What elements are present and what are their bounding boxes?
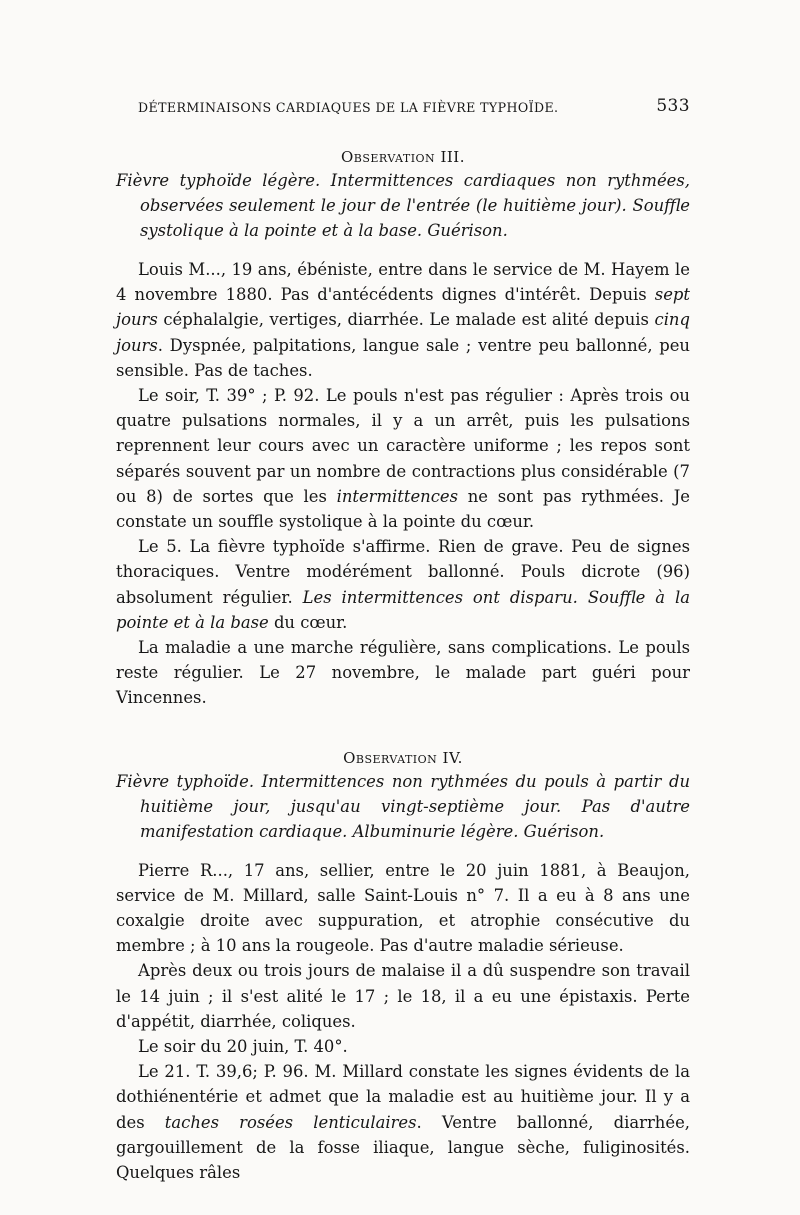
italic-run: intermittences — [336, 486, 459, 506]
page-number: 533 — [656, 96, 690, 116]
text-run: Le 21. T. 39,6; P. 96. M. Millard constate les signes évidents de la dothiénentérie et admet que la maladie est au huitième jour. Il y a des — [116, 1062, 690, 1132]
observation-4-paragraph-1: Pierre R..., 17 ans, sellier, entre le 20 juin 1881, à Beaujon, service de M. Millard, salle Saint-Louis n° 7. Il a eu à 8 ans une coxalgie droite avec suppuration, et atrophie consécutive du membre ; à 10 ans la rougeole. Pas d'autre maladie sérieuse. — [116, 860, 690, 956]
section-gap — [116, 711, 690, 731]
italic-run: Les intermittences ont disparu. Souffle à la pointe et à la base — [116, 587, 690, 632]
text-run: Louis M..., 19 ans, ébéniste, entre dans le service de M. Hayem le 4 novembre 1880. Pas d'antécédents dignes d'intérêt. Depuis — [116, 260, 690, 305]
text-run: ne sont pas rythmées. Je constate un souffle systolique à la pointe du cœur. — [116, 486, 690, 532]
italic-run: cinq jours — [116, 310, 690, 355]
text-run: . Ventre ballonné, diarrhée, gargouillement de la fosse iliaque, langue sèche, fuliginosités. Quelques râles — [116, 1112, 690, 1183]
text-run: céphalalgie, vertiges, diarrhée. Le malade est alité depuis — [157, 310, 655, 330]
text-run: du cœur. — [268, 612, 348, 632]
italic-run: taches rosées lenticulaires — [164, 1112, 417, 1132]
observation-3-title: Observation III. — [340, 148, 465, 166]
running-head — [116, 96, 690, 130]
observation-3-paragraph-3 — [116, 534, 690, 635]
observation-4-paragraph-3: Le soir du 20 juin, T. 40°. — [138, 1037, 348, 1057]
book-page — [116, 96, 690, 1185]
observation-4-paragraph-4 — [116, 1059, 690, 1185]
observation-4-paragraph-2: Après deux ou trois jours de malaise il a dû suspendre son travail le 14 juin ; il s'est alité le 17 ; le 18, il a eu une épistaxis. Perte d'appétit, diarrhée, coliques. — [116, 961, 690, 1031]
observation-4-summary: Fièvre typhoïde. Intermittences non rythmées du pouls à partir du huitième jour, jusqu'au vingt-septième jour. Pas d'autre manifestation cardiaque. Albuminurie légère. Guérison. — [116, 771, 690, 841]
observation-3-paragraph-2 — [116, 383, 690, 534]
text-run: Le 5. La fièvre typhoïde s'affirme. Rien de grave. Peu de signes thoraciques. Ventre modérément ballonné. Pouls dicrote (96) absolument régulier. — [116, 537, 690, 607]
italic-run: sept jours — [116, 285, 690, 330]
observation-3-paragraph-1 — [116, 257, 690, 383]
observation-3-paragraph-4: La maladie a une marche régulière, sans complications. Le pouls reste régulier. Le 27 novembre, le malade part guéri pour Vincennes. — [116, 638, 690, 708]
running-title: DÉTERMINAISONS CARDIAQUES DE LA FIÈVRE TYPHOÏDE. — [138, 100, 559, 115]
observation-4-title: Observation IV. — [343, 748, 463, 767]
text-run: Le soir, T. 39° ; P. 92. Le pouls n'est pas régulier : Après trois ou quatre pulsations normales, il y a un arrêt, puis les pulsations reprennent leur cours avec un caractère uniforme ; les repos sont séparés souvent par un nombre de contractions plus considérable (7 ou 8) de sortes que les — [116, 386, 690, 506]
text-run: . Dyspnée, palpitations, langue sale ; ventre peu ballonné, peu sensible. Pas de taches. — [116, 335, 690, 380]
observation-3-summary: Fièvre typhoïde légère. Intermittences cardiaques non rythmées, observées seulement le jour de l'entrée (le huitième jour). Souffle systolique à la pointe et à la base. Guérison. — [116, 171, 690, 240]
